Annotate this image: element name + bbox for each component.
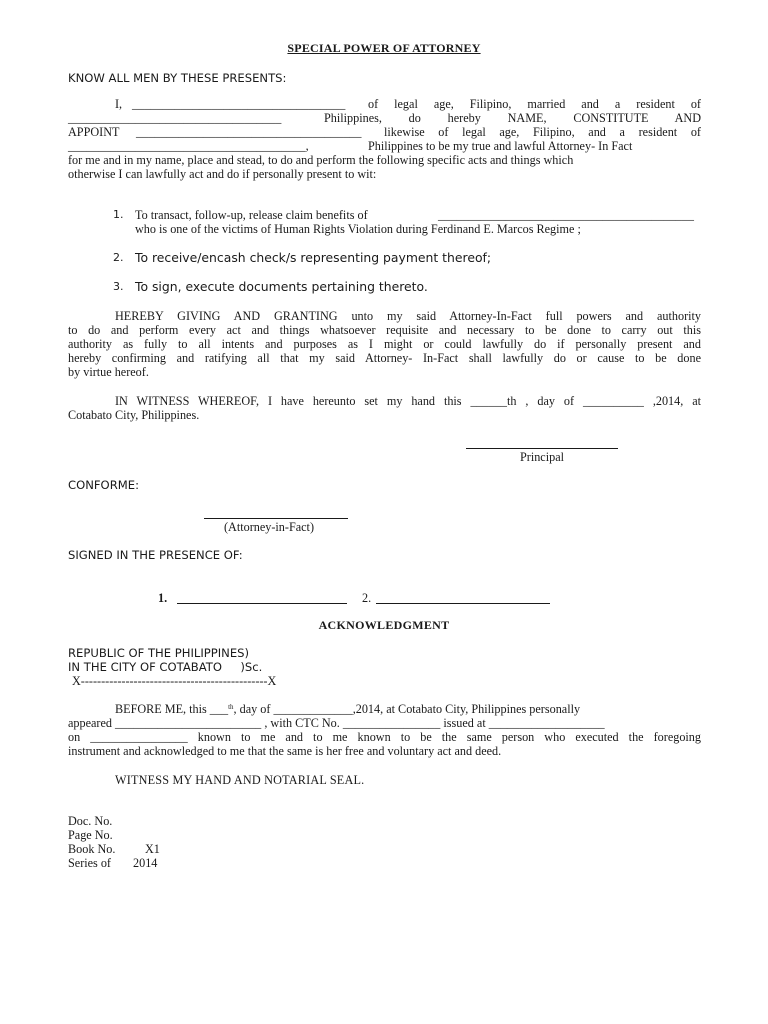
granting-line-3: authority as fully to all intents and purposes as I might or could lawfully do if personally present and	[68, 337, 701, 351]
notarial-seal-line: WITNESS MY HAND AND NOTARIAL SEAL.	[115, 773, 365, 787]
granting-line-1: HEREBY GIVING AND GRANTING unto my said Attorney-In-Fact full powers and authority	[115, 309, 701, 323]
intro-line-1-prefix: I,	[115, 97, 123, 111]
signed-presence-heading: SIGNED IN THE PRESENCE OF:	[68, 548, 243, 562]
item-1-text: To transact, follow-up, release claim benefits of	[135, 208, 368, 222]
witness-line-1: IN WITNESS WHEREOF, I have hereunto set my hand this ______th , day of __________ ,2014, at	[115, 394, 701, 408]
before-me-line-1-start	[115, 702, 580, 716]
item-1-continuation: who is one of the victims of Human Rights Violation during Ferdinand E. Marcos Regime ;	[135, 222, 581, 236]
before-me-line-1-rest: , day of _____________,2014, at Cotabato City, Philippines personally	[233, 702, 581, 716]
witness-2-number: 2.	[362, 591, 372, 605]
beneficiary-name-blank: __________________________________________	[438, 208, 694, 222]
principal-address-blank: ___________________________________	[68, 111, 282, 125]
witness-1-signature-line	[177, 603, 347, 604]
item-2-text: To receive/encash check/s representing payment thereof;	[135, 250, 492, 265]
page-no-label: Page No.	[68, 828, 113, 842]
conforme-heading: CONFORME:	[68, 478, 139, 492]
attorney-signature-line	[204, 518, 348, 519]
before-me-line-3: on ________________ known to me and to me known to be the same person who executed the foregoing	[68, 730, 701, 744]
attorney-name-blank: _____________________________________	[136, 125, 362, 139]
intro-line-3-prefix: APPOINT	[68, 125, 120, 139]
before-me-line-2: appeared ________________________ , with CTC No. ________________ issued at ___________________	[68, 716, 605, 730]
item-2-number: 2.	[113, 251, 124, 264]
venue-republic: REPUBLIC OF THE PHILIPPINES)	[68, 646, 250, 660]
venue-city: IN THE CITY OF COTABATO )Sc.	[68, 660, 263, 674]
intro-line-2-suffix: Philippines, do hereby NAME, CONSTITUTE AND	[324, 111, 701, 125]
intro-line-3-suffix: likewise of legal age, Filipino, and a resident of	[384, 125, 701, 139]
venue-x-line: X----------------------------------------------X	[72, 674, 277, 688]
granting-line-2: to do and perform every act and things whatsoever requisite and necessary to be done to carry out this	[68, 323, 701, 337]
witness-2-signature-line	[376, 603, 550, 604]
item-1-number: 1.	[113, 208, 124, 221]
principal-name-blank: ___________________________________	[132, 97, 346, 111]
acknowledgment-heading: ACKNOWLEDGMENT	[318, 618, 450, 632]
series-label: Series of	[68, 856, 111, 870]
series-value: 2014	[133, 856, 158, 870]
item-3-text: To sign, execute documents pertaining thereto.	[135, 279, 428, 294]
principal-label: Principal	[519, 450, 564, 464]
intro-line-4-suffix: Philippines to be my true and lawful Attorney- In Fact	[368, 139, 633, 153]
before-me-line-1-text: BEFORE ME, this ___	[115, 702, 229, 716]
intro-line-6: otherwise I can lawfully act and do if personally present to wit:	[68, 167, 377, 181]
intro-line-5: for me and in my name, place and stead, to do and perform the following specific acts and things which	[68, 153, 574, 167]
attorney-label: (Attorney-in-Fact)	[223, 520, 315, 534]
item-3-number: 3.	[113, 280, 124, 293]
book-no-label: Book No.	[68, 842, 116, 856]
witness-1-number: 1.	[158, 591, 168, 605]
attorney-address-blank: _______________________________________,	[68, 139, 309, 153]
intro-line-1-suffix: of legal age, Filipino, married and a resident of	[368, 97, 701, 111]
day-suffix: th	[228, 703, 234, 711]
know-all-heading: KNOW ALL MEN BY THESE PRESENTS:	[68, 71, 287, 85]
granting-line-4: hereby confirming and ratifying all that my said Attorney- In-Fact shall lawfully do or cause to be done	[68, 351, 701, 365]
granting-line-5: by virtue hereof.	[68, 365, 149, 379]
witness-line-2: Cotabato City, Philippines.	[68, 408, 200, 422]
principal-signature-line	[466, 448, 618, 449]
book-no-value: X1	[145, 842, 160, 856]
doc-no-label: Doc. No.	[68, 814, 113, 828]
document-title: SPECIAL POWER OF ATTORNEY	[287, 41, 481, 55]
before-me-line-4: instrument and acknowledged to me that the same is her free and voluntary act and deed.	[68, 744, 502, 758]
